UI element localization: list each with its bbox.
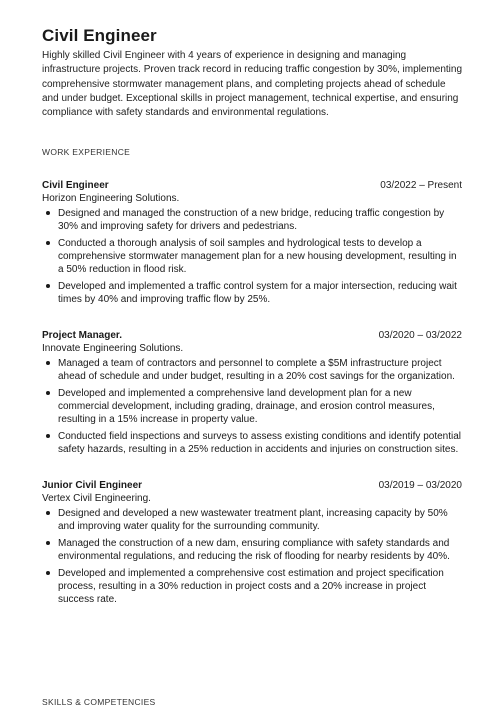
bullet-text: Developed and implemented a comprehensive cost estimation and project specification process, resulting in a 30% reduction in project costs and a 20% increase in project success rate. <box>58 568 444 606</box>
job-bullet-list <box>42 507 462 606</box>
job-header <box>42 180 462 191</box>
bullet-icon <box>46 571 50 575</box>
bullet-text: Managed the construction of a new dam, ensuring compliance with safety standards and environmental regulations, and reducing the risk of flooding for nearby residents by 40%. <box>58 538 450 563</box>
job-dates: 03/2022 – Present <box>380 180 462 192</box>
job-entry <box>42 330 462 456</box>
job-dates: 03/2019 – 03/2020 <box>378 480 462 492</box>
job-bullet <box>42 537 462 563</box>
bullet-icon <box>46 211 50 215</box>
job-bullet <box>42 567 462 606</box>
job-bullet <box>42 507 462 533</box>
job-bullet <box>42 387 462 426</box>
bullet-text: Conducted field inspections and surveys to assess existing conditions and identify potential safety hazards, resulting in a 25% reduction in accidents and injuries on construction sites. <box>58 431 462 456</box>
section-title-work-experience: WORK EXPERIENCE <box>42 147 131 158</box>
job-bullet-list <box>42 357 462 456</box>
bullet-text: Developed and implemented a comprehensive land development plan for a new commercial development, including grading, drainage, and erosion control measures, resulting in a 15% increase in property value. <box>58 388 435 426</box>
job-dates: 03/2020 – 03/2022 <box>378 330 462 342</box>
bullet-icon <box>46 511 50 515</box>
bullet-icon <box>46 541 50 545</box>
job-entry <box>42 480 462 606</box>
job-bullet-list <box>42 207 462 306</box>
bullet-text: Developed and implemented a traffic control system for a major intersection, reducing wait times by 40% and improving traffic flow by 25%. <box>58 281 457 306</box>
bullet-icon <box>46 241 50 245</box>
bullet-text: Designed and managed the construction of a new bridge, reducing traffic congestion by 30% and improving safety for drivers and pedestrians. <box>58 208 445 233</box>
bullet-text: Managed a team of contractors and personnel to complete a $5M infrastructure project ahead of schedule and under budget, resulting in a 20% cost savings for the organization. <box>58 358 455 383</box>
job-bullet <box>42 357 462 383</box>
bullet-icon <box>46 391 50 395</box>
job-entry <box>42 180 462 306</box>
bullet-icon <box>46 361 50 365</box>
resume-page <box>42 26 462 610</box>
resume-title: Civil Engineer <box>42 26 157 45</box>
bullet-icon <box>46 434 50 438</box>
job-bullet <box>42 237 462 276</box>
bullet-text: Designed and developed a new wastewater treatment plant, increasing capacity by 50% and improving water quality for the surrounding community. <box>58 508 448 533</box>
job-title: Civil Engineer <box>42 180 109 192</box>
job-company: Vertex Civil Engineering. <box>42 493 151 505</box>
summary-paragraph: Highly skilled Civil Engineer with 4 years of experience in designing and managing infrastructure projects. Proven track record in reducing traffic congestion by 30%, implementing comprehensive stormwater management plans, and completing projects ahead of schedule and under budget. Exceptional skills in project management, technical expertise, and ensuring compliance with safety standards and environmental regulations. <box>42 50 463 119</box>
job-title: Project Manager. <box>42 330 123 342</box>
bullet-icon <box>46 284 50 288</box>
job-bullet <box>42 280 462 306</box>
section-title-skills: SKILLS & COMPETENCIES <box>42 697 156 707</box>
job-company: Innovate Engineering Solutions. <box>42 343 184 355</box>
job-title: Junior Civil Engineer <box>42 480 143 492</box>
job-bullet <box>42 430 462 456</box>
job-header <box>42 480 462 491</box>
job-company: Horizon Engineering Solutions. <box>42 193 180 205</box>
job-bullet <box>42 207 462 233</box>
job-header <box>42 330 462 341</box>
bullet-text: Conducted a thorough analysis of soil samples and hydrological tests to develop a comprehensive stormwater management plan for a new housing development, resulting in a 50% reduction in flood risk. <box>58 238 457 276</box>
